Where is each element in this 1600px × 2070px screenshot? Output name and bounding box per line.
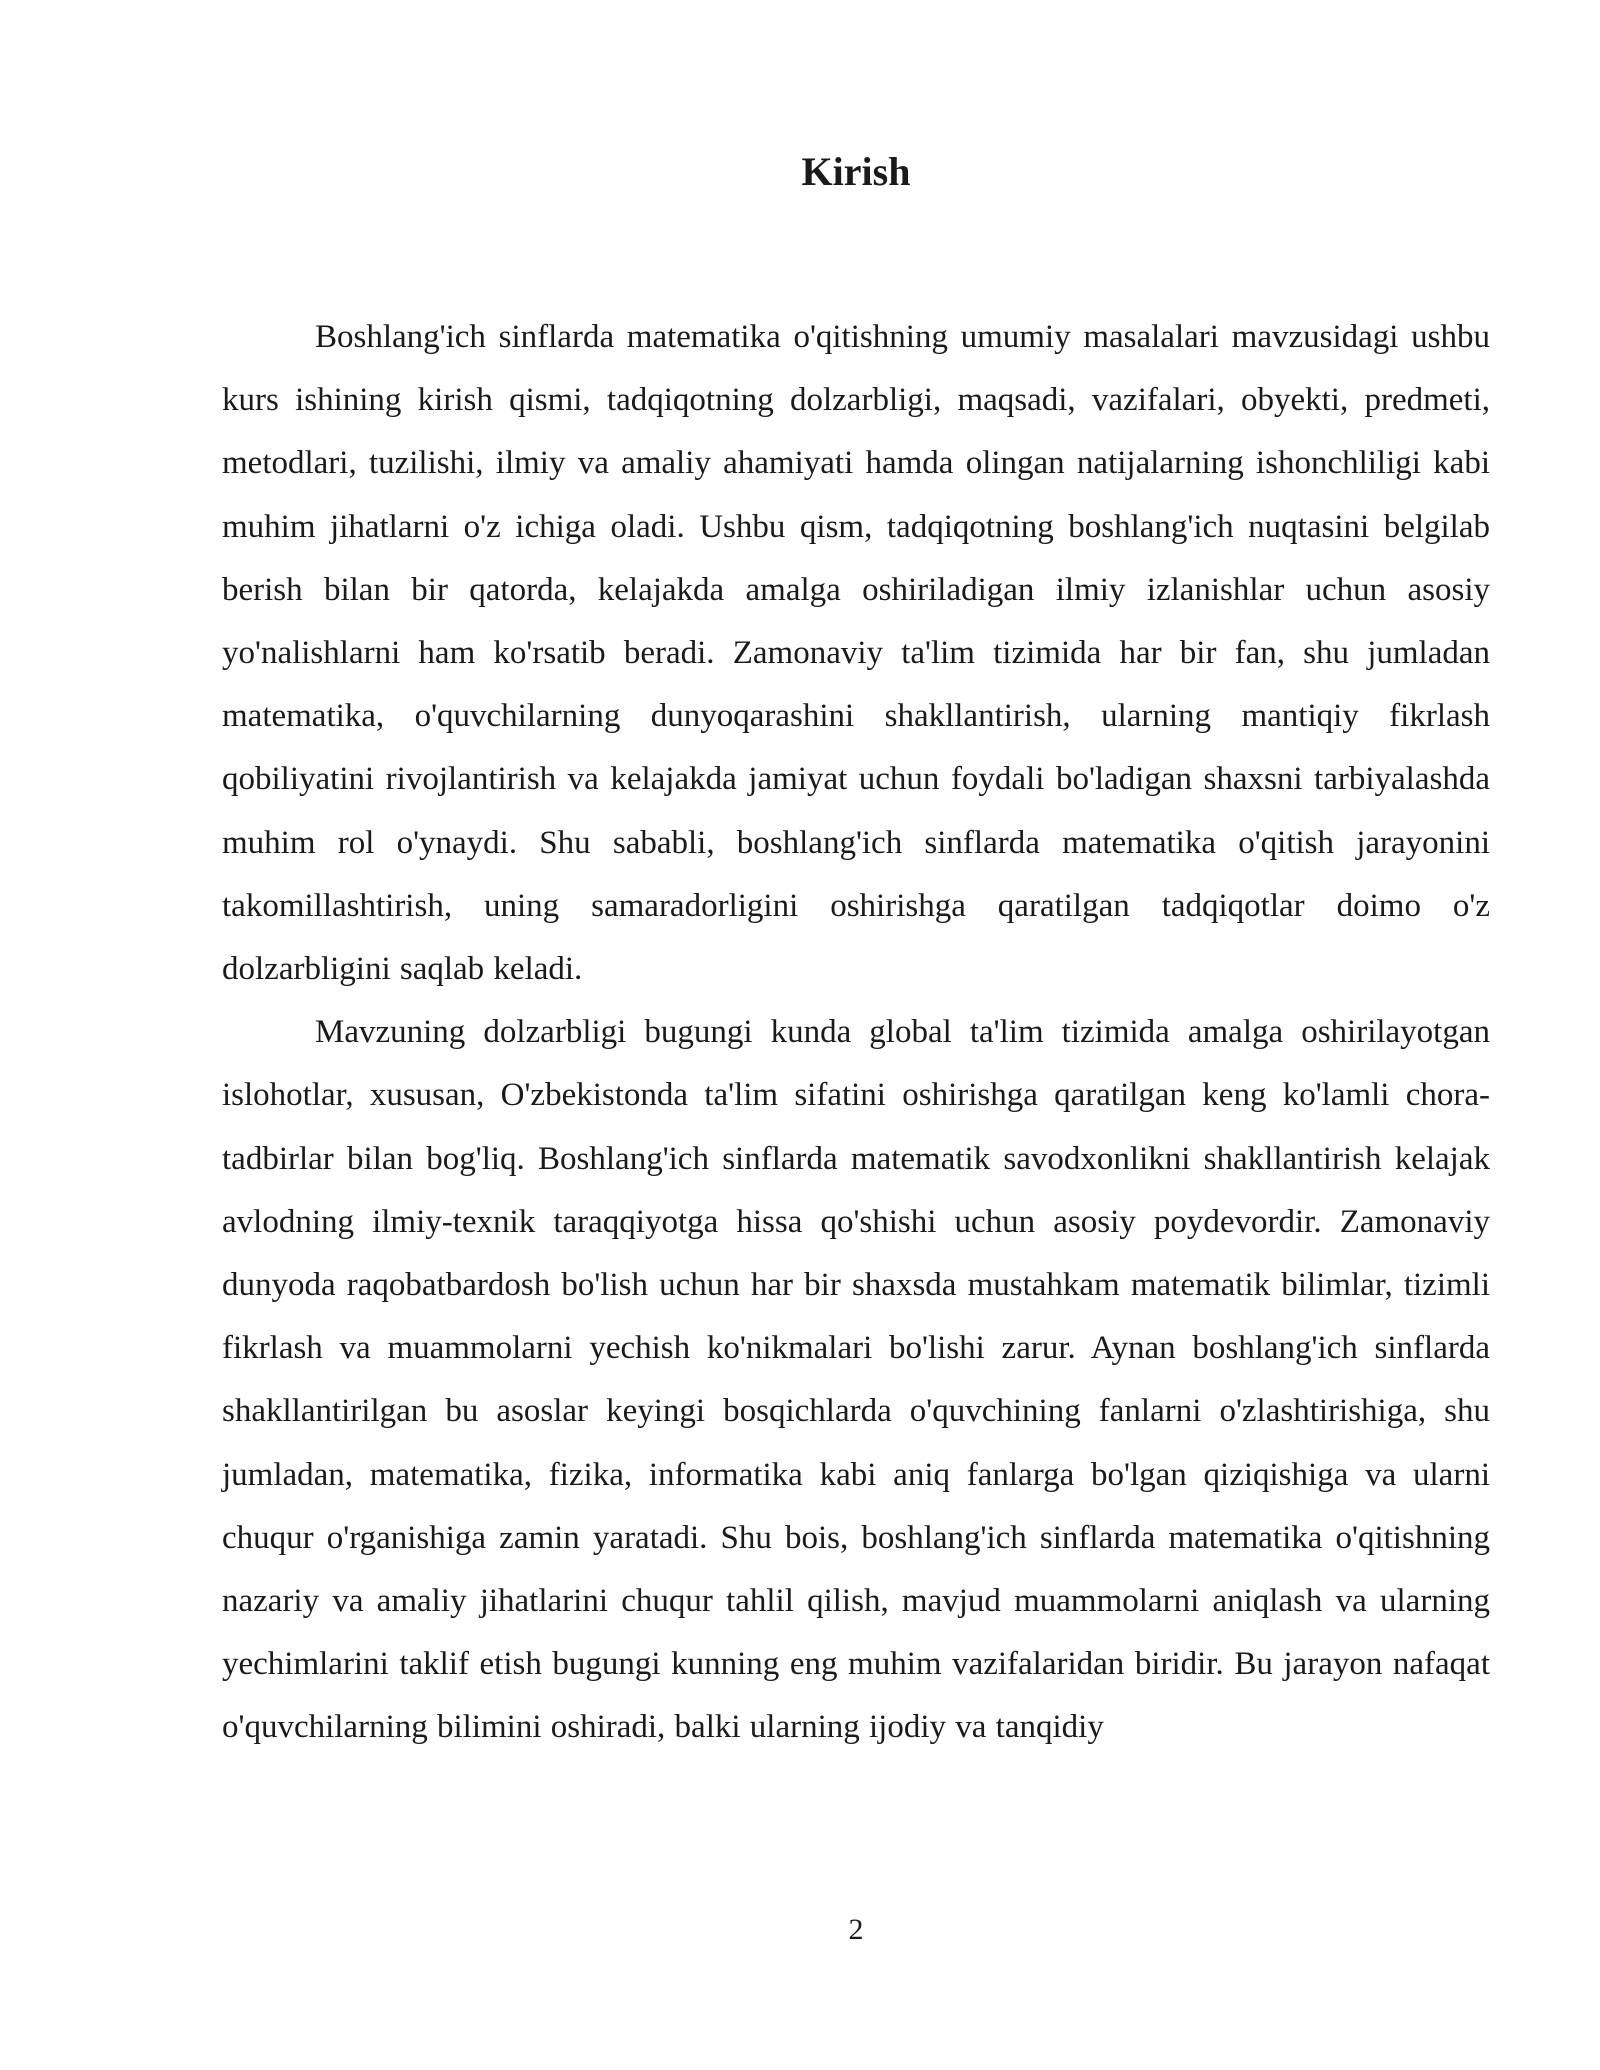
page-number: 2 [848,1913,864,1946]
paragraph-relevance: Mavzuning dolzarbligi bugungi kunda global ta'lim tizimida amalga oshirilayotgan islohotlar, xususan, O'zbekistonda ta'lim sifatini oshirishga qaratilgan keng ko'lamli chora-tadbirlar bilan bog'liq. Boshlang'ich sinflarda matematik savodxonlikni shakllantirish kelajak avlodning ilmiy-texnik taraqqiyotga hissa qo'shishi uchun asosiy poydevordir. Zamonaviy dunyoda raqobatbardosh bo'lish uchun har bir shaxsda mustahkam matematik bilimlar, tizimli fikrlash va muammolarni yechish ko'nikmalari bo'lishi zarur. Aynan boshlang'ich sinflarda shakllantirilgan bu asoslar keyingi bosqichlarda o'quvchining fanlarni o'zlashtirishiga, shu jumladan, matematika, fizika, informatika kabi aniq fanlarga bo'lgan qiziqishiga va ularni chuqur o'rganishiga zamin yaratadi. Shu bois, boshlang'ich sinflarda matematika o'qitishning nazariy va amaliy jihatlarini chuqur tahlil qilish, mavjud muammolarni aniqlash va ularning yechimlarini taklif etish bugungi kunning eng muhim vazifalaridan biridir. Bu jarayon nafaqat o'quvchilarning bilimini oshiradi, balki ularning ijodiy va tanqidiy [222,1014,1490,1746]
paragraph-intro: Boshlang'ich sinflarda matematika o'qitishning umumiy masalalari mavzusidagi ushbu kurs ishining kirish qismi, tadqiqotning dolzarbligi, maqsadi, vazifalari, obyekti, predmeti, metodlari, tuzilishi, ilmiy va amaliy ahamiyati hamda olingan natijalarning ishonchliligi kabi muhim jihatlarni o'z ichiga oladi. Ushbu qism, tadqiqotning boshlang'ich nuqtasini belgilab berish bilan bir qatorda, kelajakda amalga oshiriladigan ilmiy izlanishlar uchun asosiy yo'nalishlarni ham ko'rsatib beradi. Zamonaviy ta'lim tizimida har bir fan, shu jumladan matematika, o'quvchilarning dunyoqarashini shakllantirish, ularning mantiqiy fikrlash qobiliyatini rivojlantirish va kelajakda jamiyat uchun foydali bo'ladigan shaxsni tarbiyalashda muhim rol o'ynaydi. Shu sababli, boshlang'ich sinflarda matematika o'qitish jarayonini takomillashtirish, uning samaradorligini oshirishga qaratilgan tadqiqotlar doimo o'z dolzarbligini saqlab keladi. [222,319,1490,988]
page-title: Kirish [801,149,911,194]
body-text [222,306,1490,1760]
